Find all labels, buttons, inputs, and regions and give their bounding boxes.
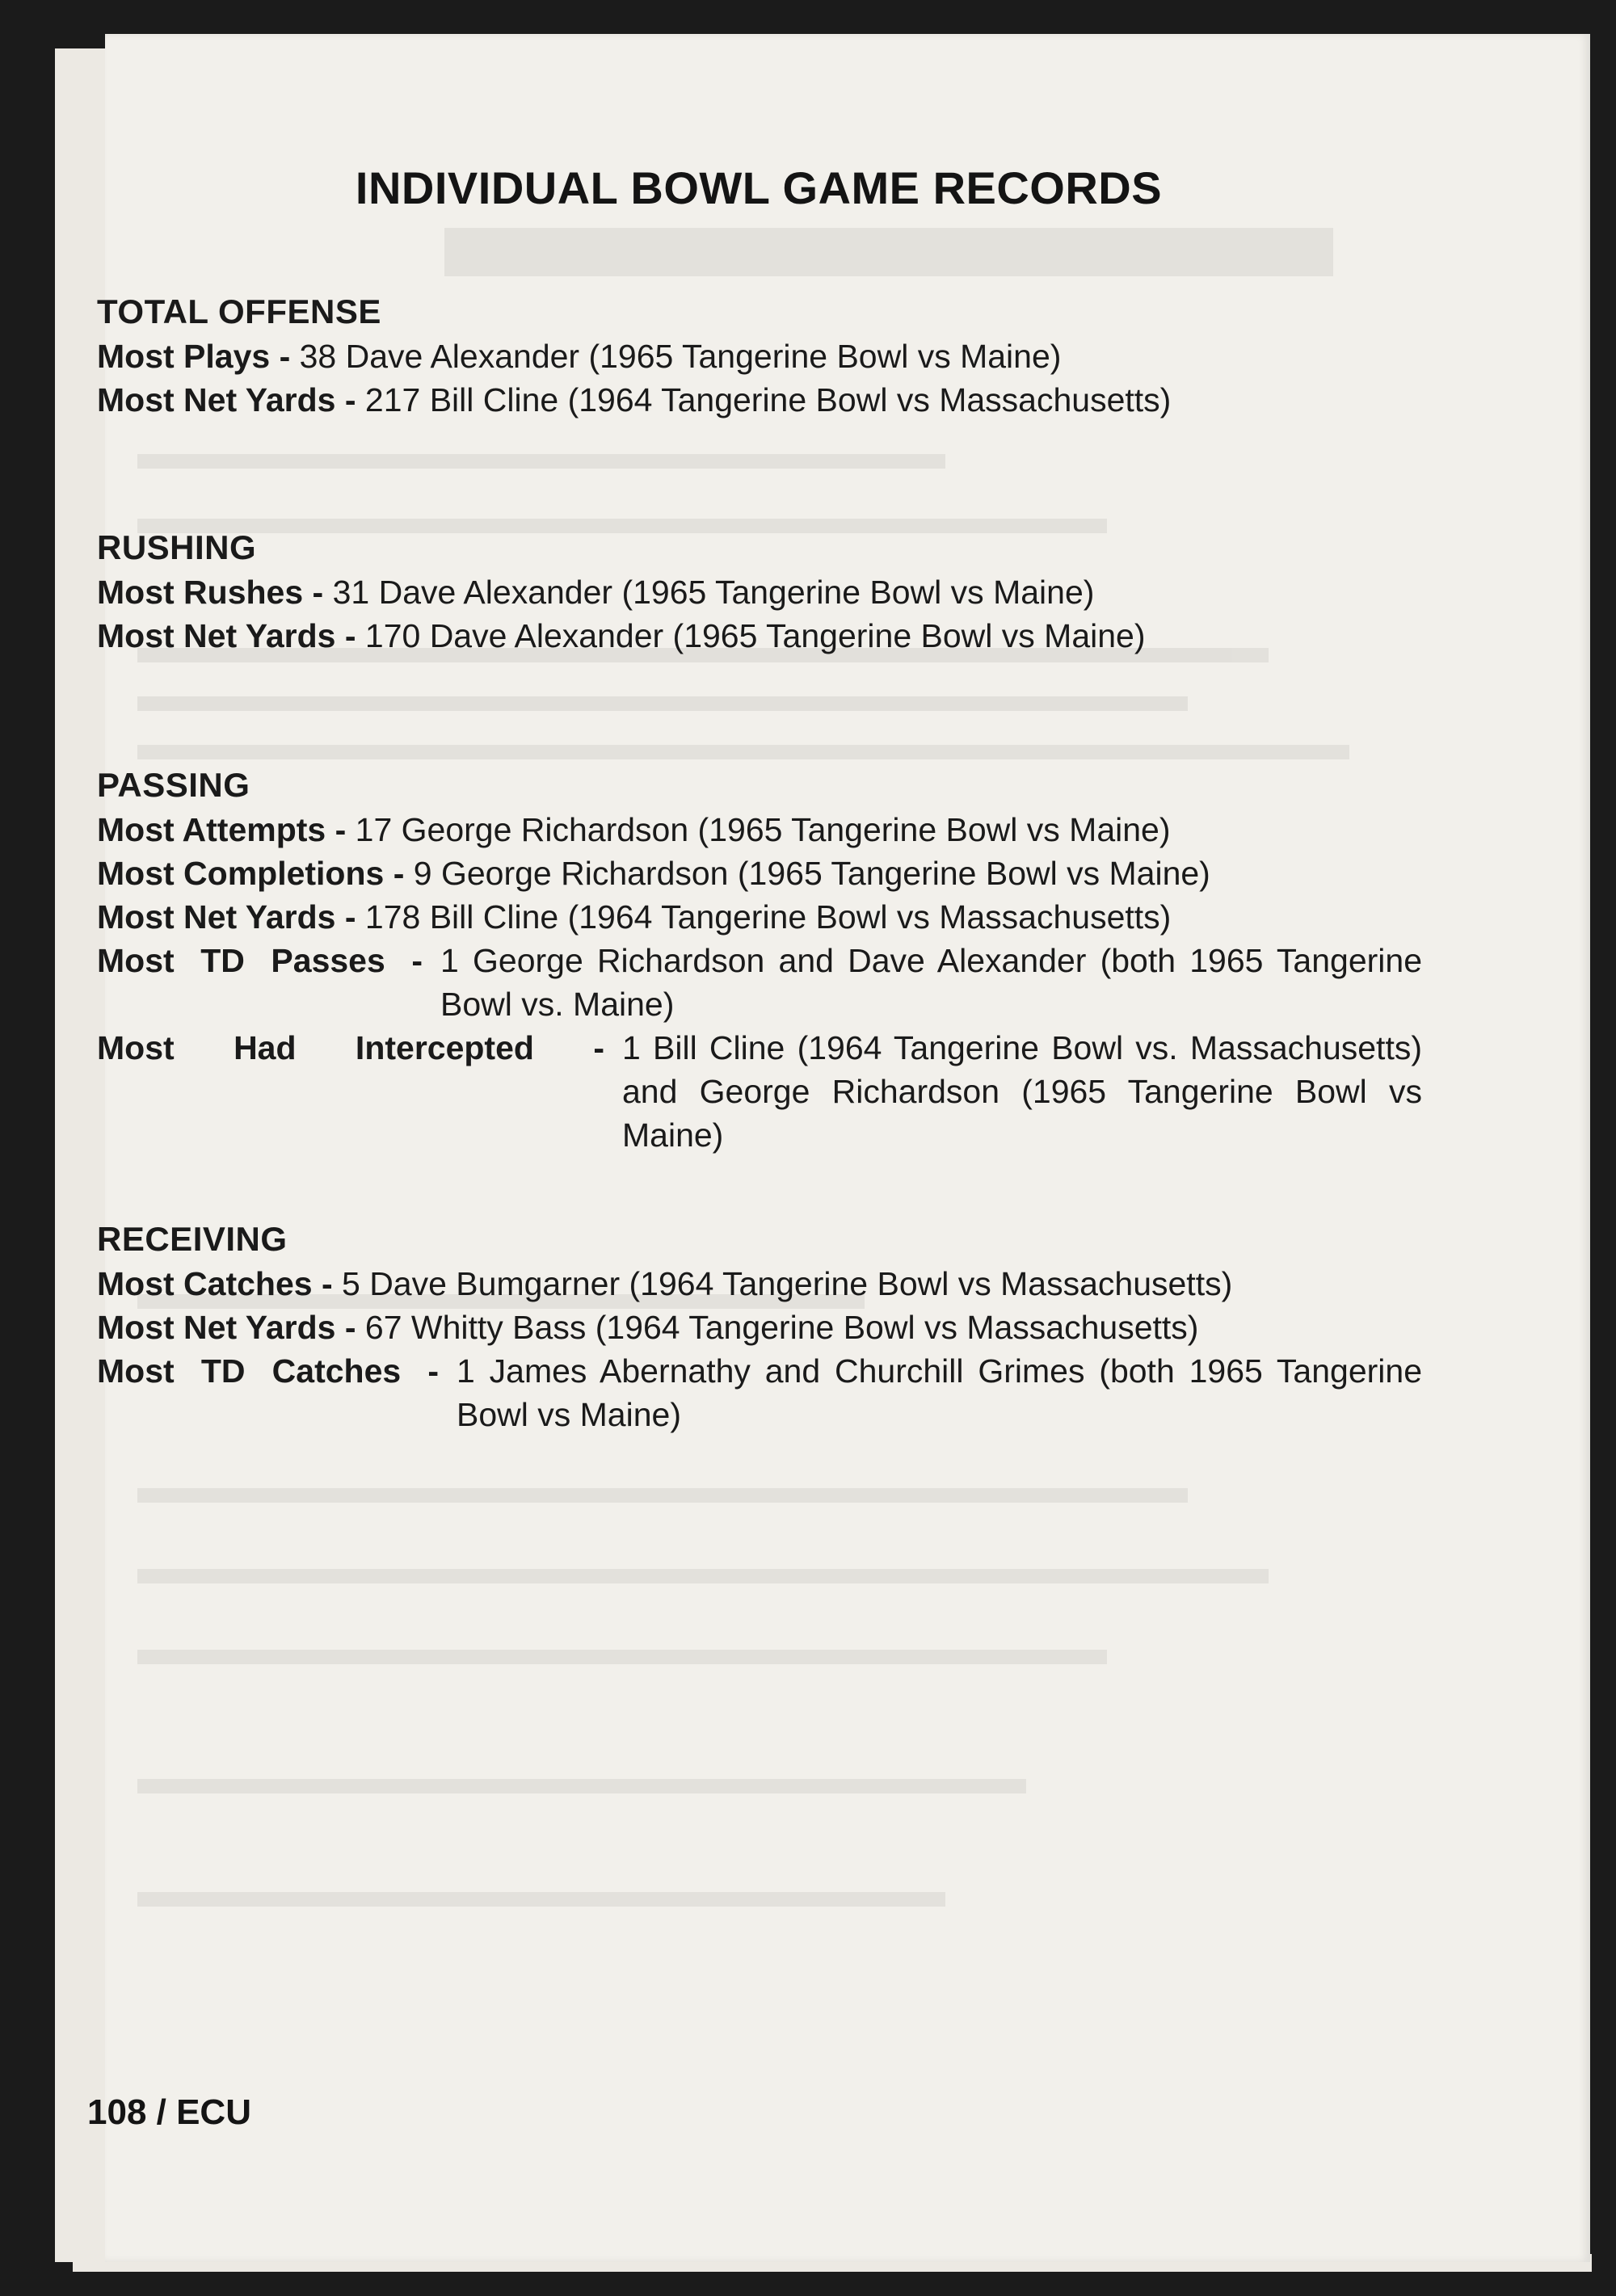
section-heading: RUSHING bbox=[97, 528, 257, 566]
record-text: 5 Dave Bumgarner (1964 Tangerine Bowl vs Massachusetts) bbox=[332, 1265, 1233, 1302]
record-text: 17 George Richardson (1965 Tangerine Bowl vs Maine) bbox=[346, 811, 1171, 848]
record-text: 217 Bill Cline (1964 Tangerine Bowl vs Massachusetts) bbox=[356, 381, 1172, 418]
record-text: 31 Dave Alexander (1965 Tangerine Bowl vs Maine) bbox=[323, 574, 1095, 611]
record-row bbox=[97, 1262, 1519, 1306]
record-text: 9 George Richardson (1965 Tangerine Bowl vs Maine) bbox=[404, 855, 1210, 892]
record-text: 67 Whitty Bass (1964 Tangerine Bowl vs Massachusetts) bbox=[356, 1309, 1199, 1346]
record-label: Most Completions - bbox=[97, 855, 405, 892]
record-row bbox=[97, 1349, 1519, 1436]
record-text: 170 Dave Alexander (1965 Tangerine Bowl vs Maine) bbox=[356, 617, 1146, 654]
record-label: Most Plays - bbox=[97, 338, 291, 375]
record-row bbox=[97, 852, 1519, 895]
section-receiving bbox=[97, 1220, 1519, 1436]
record-text: 38 Dave Alexander (1965 Tangerine Bowl vs Maine) bbox=[290, 338, 1062, 375]
record-label: Most TD Catches - bbox=[97, 1352, 439, 1390]
record-text: 1 George Richardson and Dave Alexander (both 1965 Tangerine Bowl vs. Maine) bbox=[440, 942, 1422, 1023]
record-row bbox=[97, 614, 1519, 658]
record-label: Most Net Yards - bbox=[97, 1309, 356, 1346]
record-label: Most Had Intercepted - bbox=[97, 1029, 604, 1066]
record-label: Most Rushes - bbox=[97, 574, 324, 611]
record-row bbox=[97, 1026, 1519, 1157]
section-total-offense bbox=[97, 292, 1519, 422]
record-label: Most Net Yards - bbox=[97, 898, 356, 936]
record-label: Most TD Passes - bbox=[97, 942, 423, 979]
record-label: Most Catches - bbox=[97, 1265, 333, 1302]
record-row bbox=[97, 939, 1519, 1026]
record-row bbox=[97, 378, 1519, 422]
record-row bbox=[97, 808, 1519, 852]
record-row bbox=[97, 570, 1519, 614]
section-heading: PASSING bbox=[97, 766, 250, 804]
record-row bbox=[97, 334, 1519, 378]
section-passing bbox=[97, 766, 1519, 1157]
record-text: 178 Bill Cline (1964 Tangerine Bowl vs Massachusetts) bbox=[356, 898, 1172, 936]
section-rushing bbox=[97, 528, 1519, 658]
record-label: Most Net Yards - bbox=[97, 617, 356, 654]
page-title: INDIVIDUAL BOWL GAME RECORDS bbox=[355, 162, 1163, 213]
section-heading: RECEIVING bbox=[97, 1220, 288, 1258]
record-label: Most Net Yards - bbox=[97, 381, 356, 418]
record-row bbox=[97, 1306, 1519, 1349]
record-label: Most Attempts - bbox=[97, 811, 347, 848]
record-text: 1 James Abernathy and Churchill Grimes (both 1965 Tangerine Bowl vs Maine) bbox=[457, 1352, 1422, 1433]
record-text: 1 Bill Cline (1964 Tangerine Bowl vs. Massachusetts) and George Richardson (1965 Tangerine Bowl vs Maine) bbox=[622, 1029, 1422, 1154]
page-number-footer: 108 / ECU bbox=[87, 2092, 251, 2132]
section-heading: TOTAL OFFENSE bbox=[97, 292, 381, 330]
record-row bbox=[97, 895, 1519, 939]
